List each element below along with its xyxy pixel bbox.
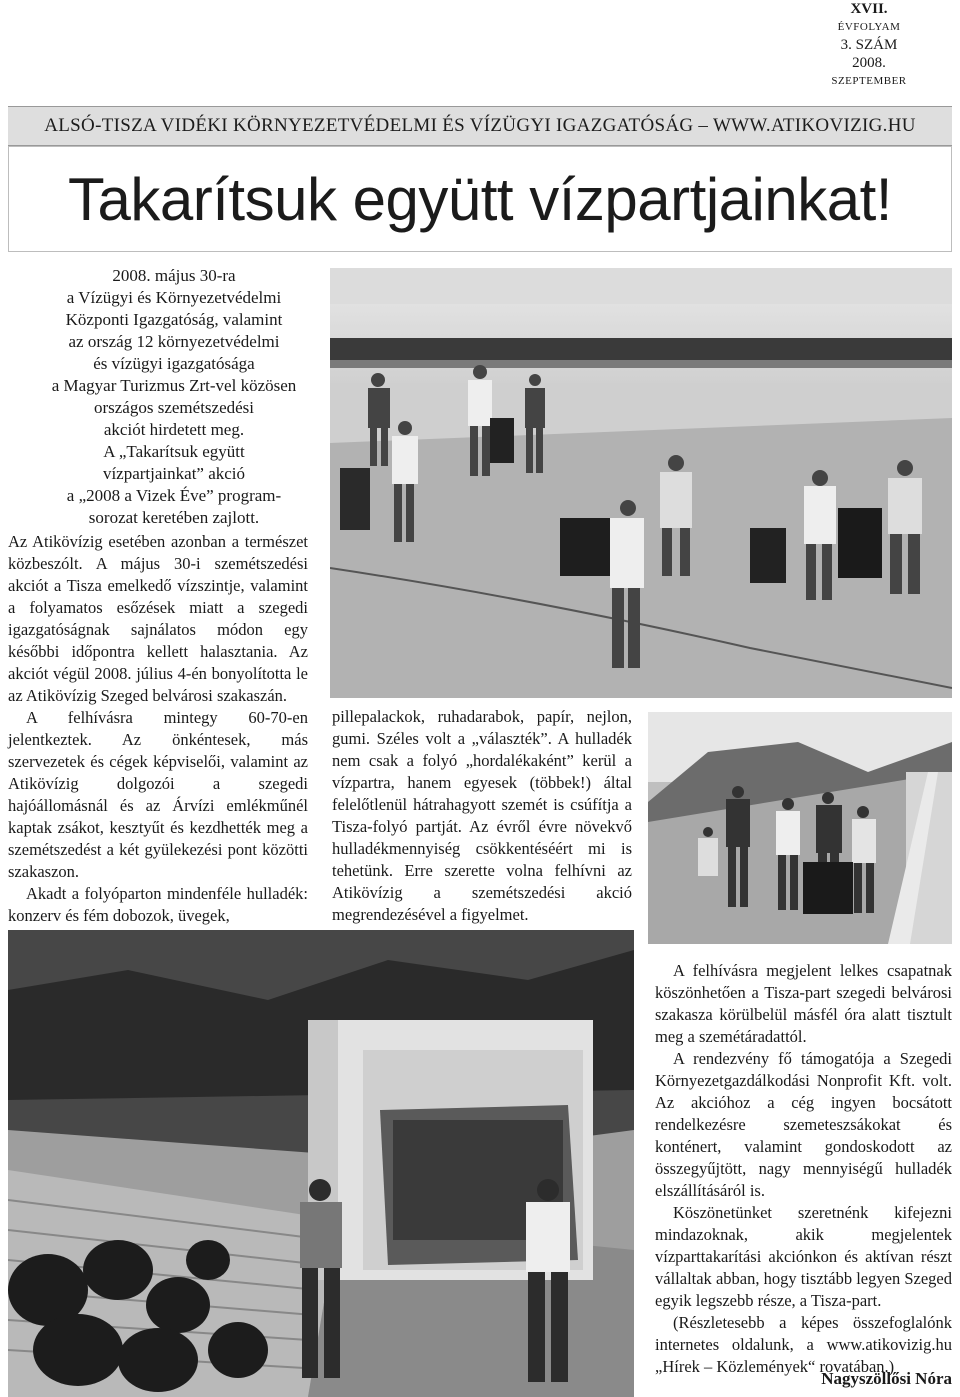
photo-volunteers-riverbank xyxy=(330,268,952,698)
intro-line: sorozat keretében zajlott. xyxy=(88,508,260,527)
issue-number: 3. SZÁM xyxy=(840,37,898,53)
issue-month: SZEPTEMBER xyxy=(831,75,907,87)
intro-line: és vízügyi igazgatósága xyxy=(93,354,255,373)
article-column-1 xyxy=(8,531,308,927)
paragraph: Az Atikövízig esetében azonban a természet közbeszólt. A május 30-i szemétszedési akciót a Tisza emelkedő vízszintje, valamint a folyamatos esőzések miatt a szegedi igazgatóságnak sajnálatos módon egy későbbi időpontra kellett halasztania. Az akciót végül 2008. július 4-én bonyolította le az Atikövízig Szeged belvárosi szakaszán. xyxy=(8,532,308,705)
paragraph: pillepalackok, ruhadarabok, papír, nejlon, gumi. Széles volt a „választék”. A hulladék nem csak a folyó „hordalékaként” kerül a vízpartra, hanem egyesek (többek!) által felelőtlenül hátrahagyott szemét is csúfítja a Tisza-folyó partját. Az évről évre növekvő hulladékmennyiség csökkentéséért mi is tehetünk. Erre szerette volna felhívni az Atikövízig a szemétszedési akció megrendezésével a figyelmet. xyxy=(332,707,632,924)
author-signature: Nagyszöllősi Nóra xyxy=(821,1369,952,1388)
issue-year: 2008. xyxy=(852,55,886,71)
issue-volume-label: ÉVFOLYAM xyxy=(837,21,901,33)
page-title: Takarítsuk együtt vízpartjainkat! xyxy=(68,165,892,233)
intro-line: 2008. május 30-ra xyxy=(112,266,236,285)
intro-line: a „2008 a Vizek Éve” program- xyxy=(66,486,282,505)
issue-info xyxy=(814,0,924,90)
intro-line: a Magyar Turizmus Zrt-vel közösen xyxy=(51,376,297,395)
intro-line: akciót hirdetett meg. xyxy=(103,420,245,439)
issue-volume: XVII. xyxy=(850,1,888,17)
truck-photo-graphic xyxy=(8,930,634,1397)
photo-garbage-truck xyxy=(8,930,634,1397)
paragraph: A felhívásra mintegy 60-70-en jelentkeztek. Az önkéntesek, más szervezetek és cégek képviselői, valamint az Atikövízig dolgozói a szegedi hajóállomásnál és az Árvízi emlékműnél kaptak zsákot, kesztyűt és kezdhették meg a szemétszedést a két gyülekezési pont közötti szakaszon. xyxy=(8,708,308,881)
intro-line: vízpartjainkat” akció xyxy=(102,464,246,483)
riverbank-photo-graphic xyxy=(330,268,952,698)
paragraph: Köszönetünket szeretnénk kifejezni mindazoknak, akik megjelentek vízparttakarítási akciónkon és aktívan részt vállaltak abban, hogy tisztább legyen Szeged egyik legszebb része, a Tisza-part. xyxy=(655,1203,952,1310)
intro-line: országos szemétszedési xyxy=(93,398,255,417)
paragraph: Akadt a folyóparton mindenféle hulladék: konzerv és fém dobozok, üvegek, xyxy=(8,884,308,925)
paragraph: A felhívásra megjelent lelkes csapatnak köszönhetően a Tisza-part szegedi belvárosi szakasza körülbelül másfél óra alatt tisztult meg a szemétáradattól. xyxy=(655,961,952,1046)
article-column-3 xyxy=(655,960,952,1378)
paragraph: A rendezvény fő támogatója a Szegedi Környezetgazdálkodási Nonprofit Kft. volt. Az akcióhoz a cég ingyen bocsátott rendelkezésre szemeteszsákokat és konténert, valamint gondoskodott az összegyűjtött, nagy mennyiségű hulladék elszállításáról is. xyxy=(655,1049,952,1200)
title-box xyxy=(8,146,952,252)
intro-lead xyxy=(30,265,318,529)
article-column-2 xyxy=(332,706,632,926)
intro-line: Központi Igazgatóság, valamint xyxy=(65,310,283,329)
group-photo-graphic xyxy=(648,712,952,944)
intro-line: a Vízügyi és Környezetvédelmi xyxy=(66,288,282,307)
organization-line: ALSÓ-TISZA VIDÉKI KÖRNYEZETVÉDELMI ÉS VÍZÜGYI IGAZGATÓSÁG – WWW.ATIKOVIZIG.HU xyxy=(44,115,916,136)
intro-line: az ország 12 környezetvédelmi xyxy=(68,332,280,351)
organization-header xyxy=(8,106,952,146)
intro-line: A „Takarítsuk együtt xyxy=(103,442,245,461)
photo-volunteers-group xyxy=(648,712,952,944)
paragraph: (Részletesebb a képes összefoglalónk internetes oldalunk, a www.atikovizig.hu „Hírek – Közlemények“ rovatában.) xyxy=(655,1313,952,1376)
